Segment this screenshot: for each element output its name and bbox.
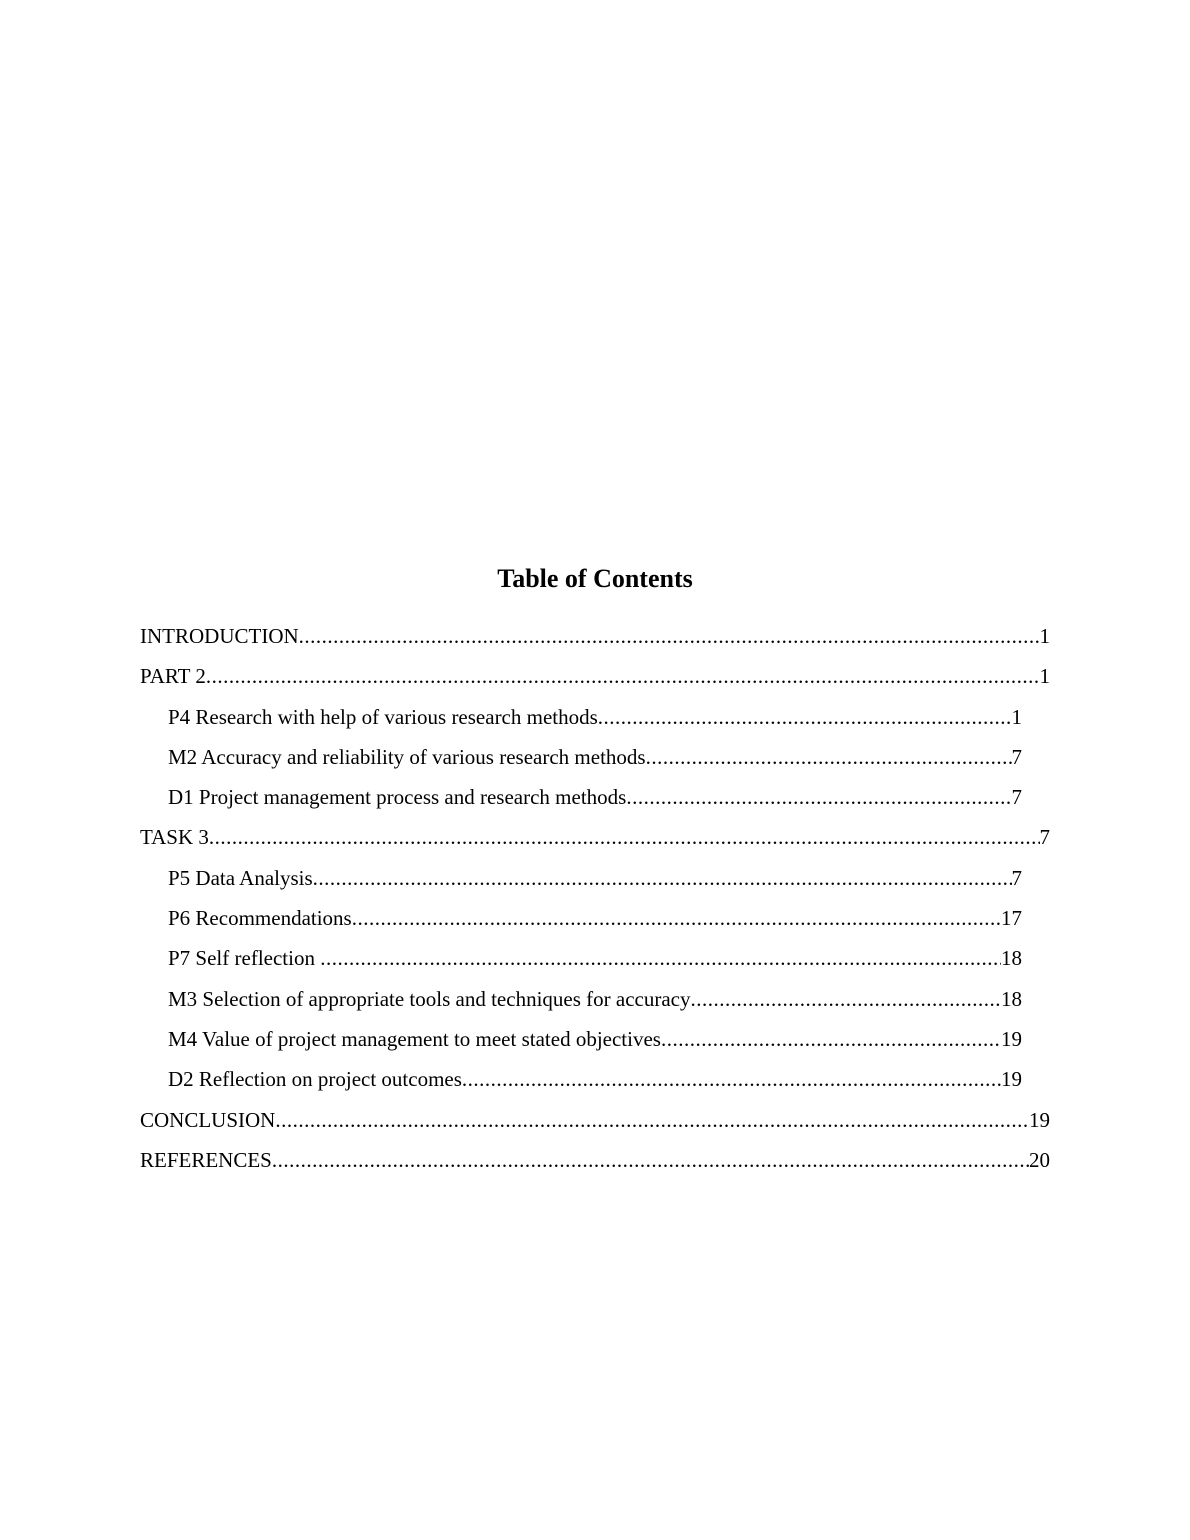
- dot-leader: [320, 942, 1001, 974]
- toc-entry-label: REFERENCES: [140, 1147, 272, 1172]
- dot-leader: [646, 741, 1012, 773]
- toc-entry-task-3[interactable]: [140, 821, 1050, 861]
- dot-leader: [690, 983, 1001, 1015]
- toc-entry-page: 19: [1001, 1067, 1022, 1092]
- dot-leader: [626, 781, 1011, 813]
- dot-leader: [352, 902, 1001, 934]
- dot-leader: [209, 821, 1040, 853]
- dot-leader: [462, 1063, 1001, 1095]
- toc-entry-page: 18: [1001, 986, 1022, 1011]
- toc-entry-label: P6 Recommendations: [168, 906, 352, 931]
- toc-entry-p7[interactable]: [168, 942, 1022, 982]
- toc-entry-introduction[interactable]: [140, 620, 1050, 660]
- toc-entry-page: 19: [1029, 1107, 1050, 1132]
- toc-entry-label: PART 2: [140, 664, 206, 689]
- toc-entry-m2[interactable]: [168, 741, 1022, 781]
- dot-leader: [313, 862, 1012, 894]
- toc-entry-m3[interactable]: [168, 983, 1022, 1023]
- toc-entry-part-2[interactable]: [140, 660, 1050, 700]
- toc-entry-label: P5 Data Analysis: [168, 865, 313, 890]
- toc-entry-label: TASK 3: [140, 825, 209, 850]
- dot-leader: [299, 620, 1040, 652]
- toc-entry-label: P4 Research with help of various research methods: [168, 704, 598, 729]
- toc-entry-page: 7: [1011, 785, 1022, 810]
- toc-entry-page: 1: [1039, 624, 1050, 648]
- toc-entry-label: INTRODUCTION: [140, 624, 299, 648]
- dot-leader: [206, 660, 1040, 692]
- toc-entry-label: M3 Selection of appropriate tools and techniques for accuracy: [168, 986, 691, 1011]
- toc-entry-label: M4 Value of project management to meet stated objectives: [168, 1026, 661, 1051]
- toc-entry-page: 7: [1039, 825, 1050, 850]
- toc-entry-conclusion[interactable]: [140, 1104, 1050, 1144]
- toc-entry-d2[interactable]: [168, 1063, 1022, 1103]
- dot-leader: [275, 1104, 1029, 1136]
- toc-entry-page: 7: [1011, 865, 1022, 890]
- toc-entry-label: D1 Project management process and research methods: [168, 785, 627, 810]
- toc-entry-page: 1: [1011, 704, 1022, 729]
- toc-entry-page: 17: [1001, 906, 1022, 931]
- toc-entry-label: P7 Self reflection: [168, 946, 321, 971]
- toc-entry-page: 19: [1001, 1026, 1022, 1051]
- dot-leader: [661, 1023, 1001, 1055]
- toc-entry-p5[interactable]: [168, 862, 1022, 902]
- toc-entry-page: 20: [1029, 1147, 1050, 1172]
- toc-entry-label: CONCLUSION: [140, 1107, 276, 1132]
- toc-entry-d1[interactable]: [168, 781, 1022, 821]
- toc-entry-page: 7: [1011, 744, 1022, 769]
- toc-entry-p6[interactable]: [168, 902, 1022, 942]
- toc-title: Table of Contents: [497, 564, 693, 593]
- toc-entry-label: M2 Accuracy and reliability of various research methods: [168, 744, 646, 769]
- toc-entry-page: 18: [1001, 946, 1022, 971]
- dot-leader: [598, 701, 1012, 733]
- toc-entry-p4[interactable]: [168, 701, 1022, 741]
- dot-leader: [272, 1144, 1029, 1176]
- toc-entry-m4[interactable]: [168, 1023, 1022, 1063]
- toc-entry-references[interactable]: [140, 1144, 1050, 1184]
- toc-entry-page: 1: [1039, 664, 1050, 689]
- toc-list: [140, 620, 1050, 1184]
- toc-entry-label: D2 Reflection on project outcomes: [168, 1067, 462, 1092]
